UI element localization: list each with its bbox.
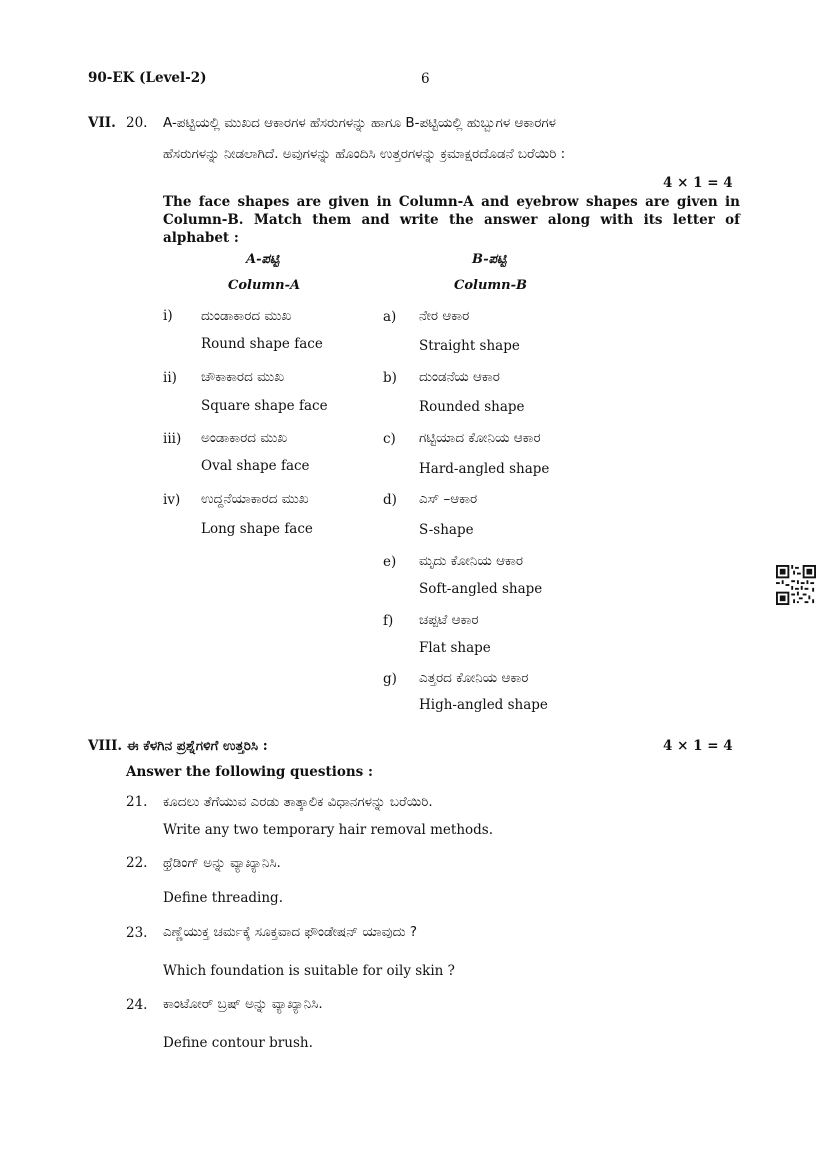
column-b-item-en: S-shape: [419, 522, 474, 538]
q20-instruction-en-line1: The face shapes are given in Column-A and eyebrow shapes are given in: [163, 194, 740, 210]
column-b-label: f): [383, 613, 394, 629]
question-text-en: Define threading.: [163, 890, 283, 906]
column-a-label: iv): [163, 492, 181, 508]
column-b-item-en: Hard-angled shape: [419, 461, 550, 477]
question-text-kn: ಥ್ರೆಡಿಂಗ್ ಅನ್ನು ವ್ಯಾಖ್ಯಾನಿಸಿ.: [163, 855, 281, 871]
question-text-kn: ಎಣ್ಣೆಯುಕ್ತ ಚರ್ಮಕ್ಕೆ ಸೂಕ್ತವಾದ ಫೌಂಡೇಷನ್ ಯಾವುದು ?: [163, 924, 418, 940]
column-b-item-kn: ಎಸ್ –ಆಕಾರ: [419, 491, 478, 507]
question-text-kn: ಕೂದಲು ತೆಗೆಯುವ ಎರಡು ತಾತ್ಕಾಲಿಕ ವಿಧಾನಗಳನ್ನು ಬರೆಯಿರಿ.: [163, 794, 433, 810]
column-b-item-en: Rounded shape: [419, 399, 525, 415]
q20-instruction-kn-line2: ಹೆಸರುಗಳನ್ನು ನೀಡಲಾಗಿದೆ. ಅವುಗಳನ್ನು ಹೊಂದಿಸಿ ಉತ್ತರಗಳನ್ನು ಕ್ರಮಾಕ್ಷರದೊಡನೆ ಬರೆಯಿರಿ :: [163, 146, 566, 162]
column-b-item-kn: ದುಂಡನೆಯ ಆಕಾರ: [419, 369, 500, 385]
question-text-en: Define contour brush.: [163, 1035, 313, 1051]
question-number: 22.: [126, 855, 148, 871]
column-b-item-kn: ಚಪ್ಪಟೆ ಆಕಾರ: [419, 612, 479, 628]
column-a-item-en: Long shape face: [201, 521, 313, 537]
question-text-kn: ಕಾಂಟೋರ್ ಬ್ರಷ್ ಅನ್ನು ವ್ಯಾಖ್ಯಾನಿಸಿ.: [163, 996, 323, 1012]
column-a-item-kn: ಉದ್ದನೆಯಾಕಾರದ ಮುಖ: [201, 491, 309, 507]
column-a-item-en: Round shape face: [201, 336, 323, 352]
question-number: 23.: [126, 925, 148, 941]
column-b-item-en: Soft-angled shape: [419, 581, 543, 597]
column-b-label: b): [383, 370, 397, 386]
column-b-heading-kn: B-ಪಟ್ಟಿ: [472, 252, 507, 267]
section-viii-title-en: Answer the following questions :: [126, 764, 373, 780]
column-a-item-kn: ಚೌಕಾಕಾರದ ಮುಖ: [201, 369, 285, 385]
q20-marks: 4 × 1 = 4: [663, 175, 733, 191]
column-a-heading-en: Column-A: [228, 278, 301, 293]
column-b-label: a): [383, 309, 397, 325]
column-a-label: ii): [163, 370, 177, 386]
section-viii-marks: 4 × 1 = 4: [663, 738, 733, 754]
column-b-item-kn: ಮೃದು ಕೋನಿಯ ಆಕಾರ: [419, 553, 523, 569]
column-b-label: g): [383, 671, 397, 687]
paper-code: 90-EK (Level-2): [88, 70, 207, 86]
question-number: 21.: [126, 794, 148, 810]
question-number: 24.: [126, 997, 148, 1013]
column-a-label: i): [163, 308, 173, 324]
column-b-label: d): [383, 492, 397, 508]
question-text-en: Write any two temporary hair removal methods.: [163, 822, 494, 838]
section-vii-roman: VII.: [88, 115, 116, 131]
column-b-item-en: Flat shape: [419, 640, 491, 656]
q20-instruction-en-line2: Column-B. Match them and write the answer along with its letter of: [163, 212, 740, 228]
column-b-item-kn: ಗಟ್ಟಿಯಾದ ಕೋನಿಯ ಆಕಾರ: [419, 430, 541, 446]
qr-code-icon: [776, 565, 816, 605]
column-b-heading-en: Column-B: [454, 278, 527, 293]
column-a-item-en: Oval shape face: [201, 458, 310, 474]
column-b-label: e): [383, 554, 397, 570]
column-b-item-en: Straight shape: [419, 338, 520, 354]
q20-instruction-en-line3: alphabet :: [163, 230, 239, 246]
column-a-item-kn: ದುಂಡಾಕಾರದ ಮುಖ: [201, 308, 292, 324]
section-viii-title-kn: VIII. ಈ ಕೆಳಗಿನ ಪ್ರಶ್ನೆಗಳಿಗೆ ಉತ್ತರಿಸಿ :: [88, 738, 268, 754]
question-20-number: 20.: [126, 115, 148, 131]
q20-instruction-kn-line1: A-ಪಟ್ಟಿಯಲ್ಲಿ ಮುಖದ ಆಕಾರಗಳ ಹೆಸರುಗಳನ್ನು ಹಾಗೂ B-ಪಟ್ಟಿಯಲ್ಲಿ ಹುಬ್ಬುಗಳ ಆಕಾರಗಳ: [163, 115, 556, 131]
column-b-item-kn: ನೇರ ಆಕಾರ: [419, 308, 470, 324]
column-b-item-kn: ಎತ್ತರದ ಕೋನಿಯ ಆಕಾರ: [419, 670, 529, 686]
column-a-heading-kn: A-ಪಟ್ಟಿ: [246, 252, 280, 267]
column-a-item-kn: ಅಂಡಾಕಾರದ ಮುಖ: [201, 430, 288, 446]
column-b-item-en: High-angled shape: [419, 697, 548, 713]
page-number: 6: [421, 71, 430, 87]
column-a-label: iii): [163, 431, 182, 447]
column-a-item-en: Square shape face: [201, 398, 328, 414]
column-b-label: c): [383, 431, 396, 447]
question-text-en: Which foundation is suitable for oily skin ?: [163, 963, 455, 979]
